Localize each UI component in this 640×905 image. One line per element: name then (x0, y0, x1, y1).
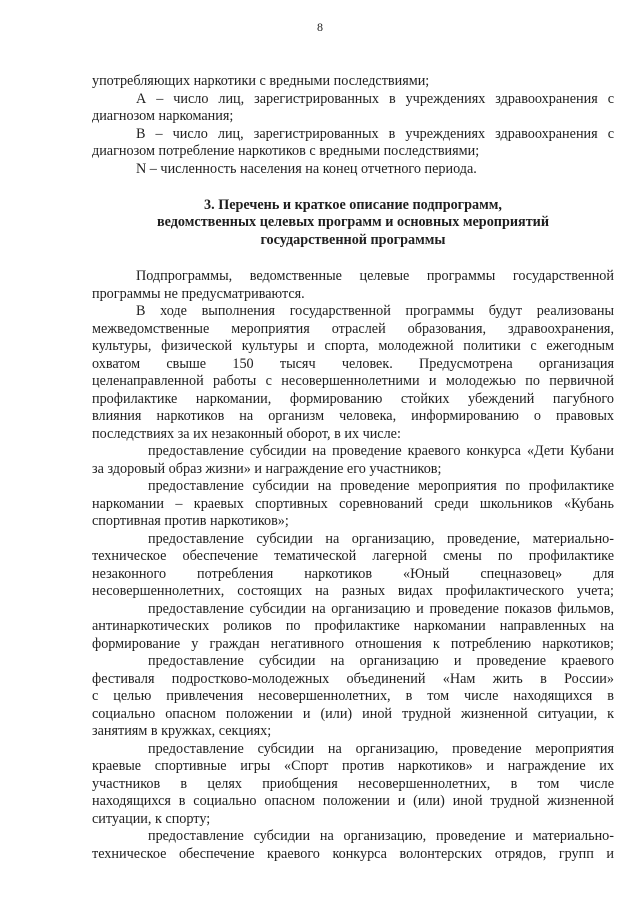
section-heading: 3. Перечень и краткое описание подпрограмм, (204, 197, 502, 213)
text-line: ситуации, к спорту; (92, 811, 211, 827)
text-line: предоставление субсидии на организацию, проведение и материально- (148, 828, 614, 844)
text-line: Подпрограммы, ведомственные целевые программы государственной (136, 268, 614, 284)
text-line: N – численность населения на конец отчетного периода. (136, 161, 477, 177)
text-line: диагнозом наркомания; (92, 108, 234, 124)
text-line: В – число лиц, зарегистрированных в учреждениях здравоохранения с (136, 126, 614, 142)
text-line: находящихся в социально опасном положении и (или) иной трудной жизненной (92, 793, 614, 809)
text-line: культуры, физической культуры и спорта, молодежной политики с ежегодным (92, 338, 614, 354)
text-line: предоставление субсидии на организацию и проведение краевого (148, 653, 614, 669)
text-line: незаконного потребления наркотиков «Юный спецназовец» для (92, 566, 614, 582)
section-heading: ведомственных целевых программ и основных мероприятий (156, 214, 550, 230)
text-line: охватом свыше 150 тысяч человек. Предусмотрена организация (92, 356, 614, 372)
text-line: формирование у граждан негативного отношения к потреблению наркотиков; (92, 636, 614, 652)
text-line: краевые спортивные игры «Спорт против наркотиков» и награждение их (92, 758, 614, 774)
text-line: предоставление субсидии на проведение мероприятия по профилактике (148, 478, 614, 494)
section-heading: государственной программы (260, 232, 446, 248)
text-line: профилактике наркомании, формированию стойких убеждений пагубного (92, 391, 614, 407)
text-line: социально опасном положении и (или) иной трудной жизненной ситуации, к (92, 706, 614, 722)
text-line: программы не предусматриваются. (92, 286, 305, 302)
text-line: с целью привлечения несовершеннолетних, в том числе находящихся в (92, 688, 614, 704)
text-line: употребляющих наркотики с вредными последствиями; (92, 73, 430, 89)
text-line: участников в целях приобщения несовершеннолетних, в том числе (92, 776, 614, 792)
text-line: предоставление субсидии на организацию и проведение показов фильмов, (148, 601, 614, 617)
text-line: антинаркотических роликов по профилактике наркомании направленных на (92, 618, 614, 634)
text-line: техническое обеспечение краевого конкурса волонтерских отрядов, групп и (92, 846, 614, 862)
text-line: наркомании – краевых спортивных соревнований среди школьников «Кубань (92, 496, 614, 512)
text-line: В ходе выполнения государственной программы будут реализованы (136, 303, 614, 319)
text-line: спортивная против наркотиков»; (92, 513, 289, 529)
text-line: фестиваля подростково-молодежных объединений «Нам жить в России» (92, 671, 614, 687)
page-number: 8 (317, 20, 323, 34)
text-line: техническое обеспечение тематической лагерной смены по профилактике (92, 548, 614, 564)
text-line: диагнозом потребление наркотиков с вредными последствиями; (92, 143, 480, 159)
text-line: межведомственные мероприятия отраслей образования, здравоохранения, (92, 321, 614, 337)
text-line: А – число лиц, зарегистрированных в учреждениях здравоохранения с (136, 91, 614, 107)
text-line: занятиям в кружках, секциях; (92, 723, 272, 739)
text-line: влияния наркотиков на организм человека, информированию о правовых (92, 408, 614, 424)
text-line: предоставление субсидии на организацию, проведение, материально- (148, 531, 614, 547)
text-line: несовершеннолетних, состоящих на разных видах профилактического учета; (92, 583, 614, 599)
text-line: целенаправленной работы с несовершеннолетними и молодежью по первичной (92, 373, 614, 389)
text-line: предоставление субсидии на организацию, проведение мероприятия (148, 741, 614, 757)
text-line: за здоровый образ жизни» и награждение его участников; (92, 461, 442, 477)
text-line: последствиях за их незаконный оборот, в их числе: (92, 426, 401, 442)
text-line: предоставление субсидии на проведение краевого конкурса «Дети Кубани (148, 443, 614, 459)
